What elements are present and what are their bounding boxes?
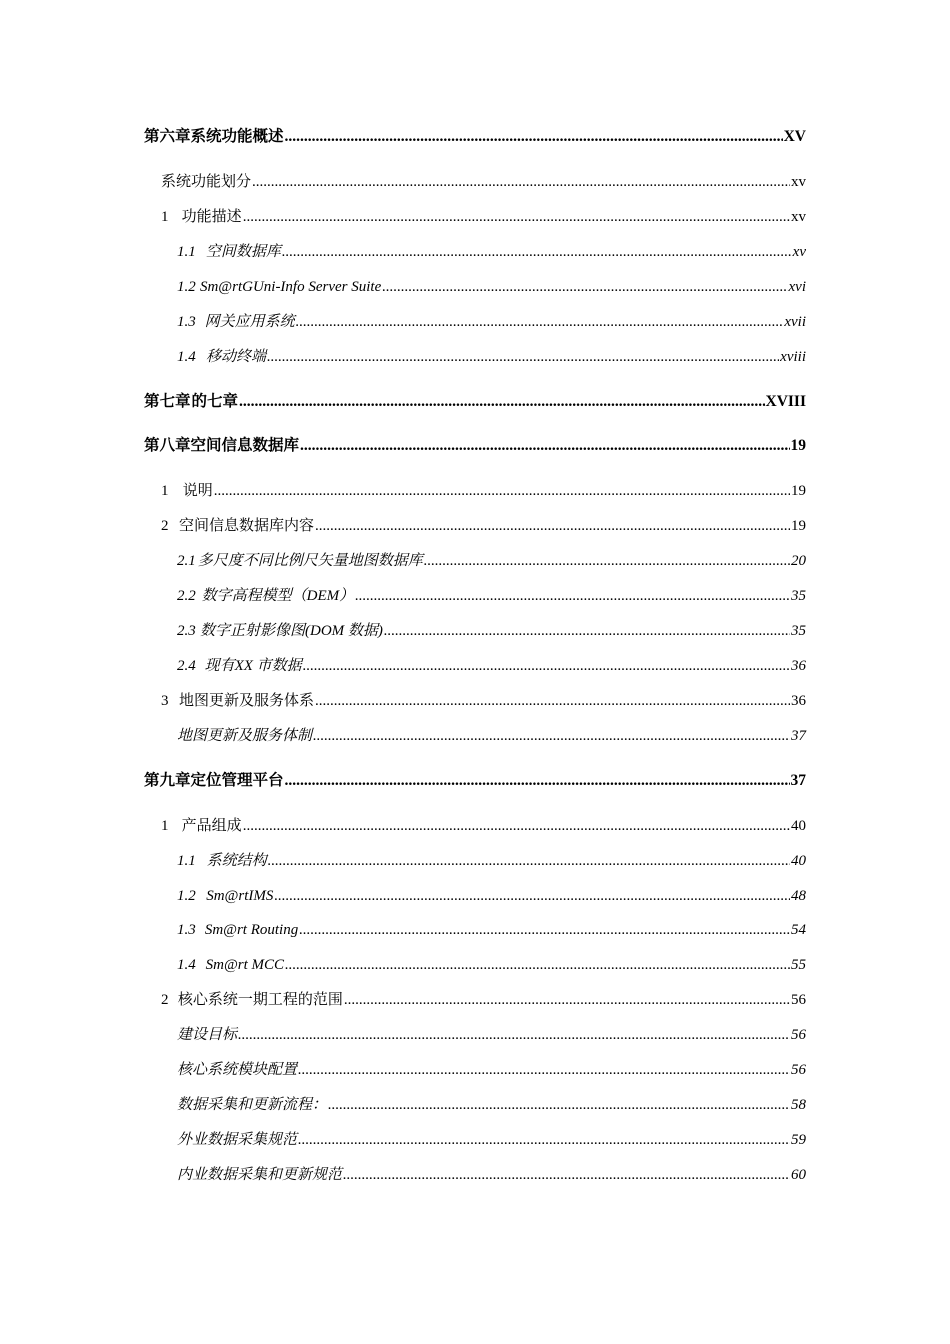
toc-title: 地图更新及服务体制 — [177, 728, 313, 744]
toc-page-number: XVIII — [765, 393, 806, 410]
toc-title: 外业数据采集规范 — [177, 1132, 298, 1148]
toc-page-number: 37 — [790, 772, 806, 789]
toc-page-number: 40 — [791, 853, 806, 869]
toc-number: 2 — [161, 518, 169, 534]
toc-page-number: 54 — [791, 922, 806, 938]
toc-entry-subsection[interactable] — [177, 1165, 806, 1185]
toc-entry-subsection[interactable] — [177, 551, 806, 571]
toc-number: 1.4 — [177, 957, 196, 973]
toc-page-number: 56 — [791, 1062, 806, 1078]
toc-title: 空间数据库 — [205, 244, 281, 260]
toc-leader-dots — [382, 277, 787, 297]
toc-number: 1 — [161, 483, 169, 499]
toc-title: Sm@rt MCC — [205, 957, 285, 973]
toc-entry-subsection[interactable] — [177, 312, 806, 332]
toc-leader-dots — [424, 551, 790, 571]
toc-page-number: 37 — [791, 728, 806, 744]
toc-number: 1 — [161, 818, 169, 834]
toc-leader-dots — [299, 920, 790, 940]
toc-entry-subsection[interactable] — [177, 726, 806, 746]
toc-leader-dots — [315, 691, 790, 711]
toc-number: 第七章 — [144, 393, 191, 410]
toc-title: Sm@rt Routing — [204, 922, 299, 938]
toc-number: 2 — [161, 992, 169, 1008]
toc-leader-dots — [252, 172, 790, 192]
toc-leader-dots — [313, 726, 790, 746]
toc-entry-subsection[interactable] — [177, 347, 806, 367]
toc-number: 3 — [161, 693, 169, 709]
toc-leader-dots — [267, 347, 779, 367]
toc-title: 内业数据采集和更新规范 — [177, 1167, 343, 1183]
toc-entry-subsection[interactable] — [177, 586, 806, 606]
toc-page-number: xv — [792, 244, 806, 260]
toc-leader-dots — [384, 621, 790, 641]
toc-number: 2.1 — [177, 553, 196, 569]
toc-page-number: xviii — [780, 349, 806, 365]
toc-page-number: 35 — [791, 623, 806, 639]
toc-entry-section[interactable] — [161, 481, 806, 501]
toc-number: 1.1 — [177, 244, 196, 260]
toc-leader-dots — [285, 955, 790, 975]
toc-leader-dots — [239, 392, 765, 412]
toc-title: Sm@rtIMS — [206, 888, 274, 904]
toc-entry-subsection[interactable] — [177, 1130, 806, 1150]
toc-leader-dots — [243, 816, 790, 836]
toc-page-number: 19 — [791, 483, 806, 499]
toc-entry-subsection[interactable] — [177, 621, 806, 641]
toc-title: 产品组成 — [181, 818, 242, 834]
toc-leader-dots — [268, 851, 790, 871]
toc-page-number: xv — [791, 174, 806, 190]
toc-title: 建设目标 — [177, 1027, 238, 1043]
toc-number: 1.2 — [177, 888, 196, 904]
toc-title: 核心系统模块配置 — [177, 1062, 298, 1078]
toc-page-number: 36 — [791, 693, 806, 709]
toc-entry-subsection[interactable] — [177, 1060, 806, 1080]
toc-leader-dots — [274, 886, 790, 906]
toc-title: 网关应用系统 — [204, 314, 295, 330]
toc-entry-section[interactable] — [161, 516, 806, 536]
toc-leader-dots — [285, 771, 790, 791]
toc-title: 系统功能概述 — [190, 128, 284, 145]
toc-title: 核心系统一期工程的范围 — [177, 992, 343, 1008]
toc-title: 多尺度不同比例尺矢量地图数据库 — [197, 553, 423, 569]
toc-number: 1.3 — [177, 922, 196, 938]
toc-page-number: 56 — [791, 992, 806, 1008]
toc-page-number: 60 — [791, 1167, 806, 1183]
toc-title: 数字高程模型（DEM） — [201, 588, 355, 604]
toc-title: 移动终端 — [206, 349, 267, 365]
toc-entry-subsection[interactable] — [177, 851, 806, 871]
toc-title: 说明 — [182, 483, 213, 499]
toc-entry-chapter[interactable] — [144, 127, 806, 147]
toc-number: 1 — [161, 209, 169, 225]
toc-entry-subsection[interactable] — [177, 1025, 806, 1045]
toc-page-number: 59 — [791, 1132, 806, 1148]
toc-page-number: 58 — [791, 1097, 806, 1113]
toc-leader-dots — [296, 312, 784, 332]
toc-title: Sm@rtGUni-Info Server Suite — [199, 279, 382, 295]
toc-page-number: xvi — [788, 279, 806, 295]
toc-title: 系统结构 — [206, 853, 267, 869]
toc-leader-dots — [355, 586, 790, 606]
toc-page-number: 56 — [791, 1027, 806, 1043]
toc-entry-section[interactable] — [161, 816, 806, 836]
toc-leader-dots — [285, 127, 783, 147]
toc-title: 系统功能划分 — [161, 174, 252, 190]
toc-entry-subsection[interactable] — [177, 1095, 806, 1115]
toc-entry-section[interactable] — [161, 990, 806, 1010]
toc-title: 定位管理平台 — [190, 772, 284, 789]
toc-page-number: 19 — [790, 437, 806, 454]
toc-page-number: xvii — [784, 314, 806, 330]
toc-number: 2.4 — [177, 658, 196, 674]
toc-entry-chapter[interactable] — [144, 436, 806, 456]
toc-page-number: 19 — [791, 518, 806, 534]
toc-title: 地图更新及服务体系 — [178, 693, 314, 709]
toc-leader-dots — [282, 242, 792, 262]
toc-title: 功能描述 — [181, 209, 242, 225]
toc-entry-subsection[interactable] — [177, 242, 806, 262]
toc-page-number: 55 — [791, 957, 806, 973]
toc-number: 1.3 — [177, 314, 196, 330]
toc-leader-dots — [214, 481, 790, 501]
toc-entry-section[interactable] — [161, 172, 806, 192]
toc-number: 第六章 — [144, 128, 191, 145]
toc-entry-chapter[interactable] — [144, 771, 806, 791]
toc-number: 第九章 — [144, 772, 191, 789]
toc-title: 现有XX 市数据 — [204, 658, 302, 674]
toc-page-number: 36 — [791, 658, 806, 674]
toc-leader-dots — [243, 207, 790, 227]
toc-page-number: xv — [791, 209, 806, 225]
toc-page-number: 48 — [791, 888, 806, 904]
toc-leader-dots — [298, 1130, 790, 1150]
toc-leader-dots — [328, 1095, 790, 1115]
toc-entry-subsection[interactable] — [177, 656, 806, 676]
toc-number: 1.4 — [177, 349, 196, 365]
toc-entry-subsection[interactable] — [177, 920, 806, 940]
toc-entry-section[interactable] — [161, 691, 806, 711]
toc-title: 的七章 — [191, 393, 238, 410]
toc-leader-dots — [344, 990, 790, 1010]
toc-leader-dots — [315, 516, 790, 536]
toc-page-number: 40 — [791, 818, 806, 834]
toc-title: 空间信息数据库 — [190, 437, 300, 454]
toc-leader-dots — [300, 436, 789, 456]
toc-entry-chapter[interactable] — [144, 392, 806, 412]
toc-number: 2.3 — [177, 623, 196, 639]
toc-entry-subsection[interactable] — [177, 955, 806, 975]
toc-number: 第八章 — [144, 437, 191, 454]
toc-title: 空间信息数据库内容 — [178, 518, 314, 534]
toc-page-number: 20 — [791, 553, 806, 569]
toc-title: 数据采集和更新流程： — [177, 1097, 328, 1113]
toc-page-number: 35 — [791, 588, 806, 604]
toc-leader-dots — [238, 1025, 790, 1045]
toc-number: 2.2 — [177, 588, 196, 604]
toc-number: 1.2 — [177, 279, 196, 295]
toc-title: 数字正射影像图(DOM 数据) — [200, 623, 383, 639]
toc-page-number: XV — [783, 128, 806, 145]
toc-leader-dots — [298, 1060, 790, 1080]
toc-number: 1.1 — [177, 853, 196, 869]
toc-entry-subsection[interactable] — [177, 886, 806, 906]
toc-entry-section[interactable] — [161, 207, 806, 227]
toc-leader-dots — [303, 656, 790, 676]
toc-leader-dots — [343, 1165, 790, 1185]
toc-entry-subsection[interactable] — [177, 277, 806, 297]
